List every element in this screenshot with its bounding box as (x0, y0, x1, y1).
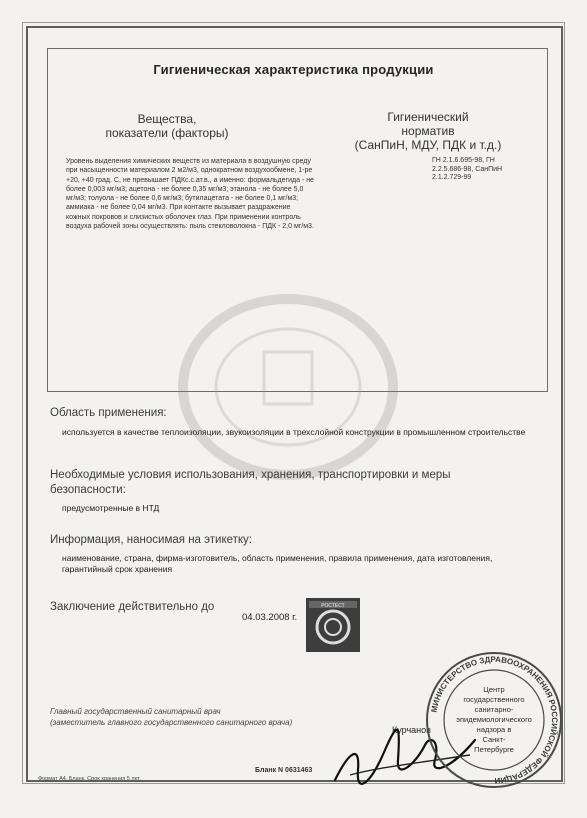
label-info-text: наименование, страна, фирма-изготовитель, область применения, правила применения, дата изготовления, гарантийный срок хранения (62, 553, 493, 574)
norm-line: ГН 2.1.6.695-98, ГН (432, 157, 495, 164)
scope-label: Область применения: (50, 407, 167, 419)
column-header-substances (92, 112, 242, 140)
norm-line: 2.1.2.729-99 (432, 174, 472, 182)
stamp-line: Петербурге (474, 745, 514, 754)
signatory-line2: (заместитель главного государственного санитарного врача) (50, 718, 293, 727)
signatory-name: Курчанов (392, 725, 431, 735)
stamp-line: эпидемиологического (456, 715, 532, 724)
norm-cell (432, 157, 547, 183)
substances-line: кожных покровов и слизистых оболочек глаз. При применении контроль (66, 213, 301, 221)
column-header-norm-text: Гигиенический норматив (СанПиН, МДУ, ПДК и т.д.) (354, 110, 502, 152)
stamp-line: государственного (463, 695, 525, 704)
substances-line: аммиака - не более 0,04 мг/м3. При контакте вызывает раздражение (66, 204, 291, 212)
substances-line: при насыщенности материалом 2 м2/м3, однократном воздухообмене, 1-ре (66, 167, 313, 175)
label-info-label: Информация, наносимая на этикетку: (50, 534, 252, 546)
column-header-substances-text: Вещества, показатели (факторы) (105, 112, 229, 140)
substances-line: мг/м3; толуола - не более 0,6 мг/м3; бутилацетата - не более 0,1 мг/м3; (66, 195, 299, 203)
stamp-line: Санкт- (482, 735, 506, 744)
conditions-label-line2: безопасности: (50, 484, 126, 496)
format-note: Формат А4. Бланк. Срок хранения 5 лет. (38, 776, 141, 782)
background-emblem-icon (168, 292, 408, 492)
conditions-label-line1: Необходимые условия использования, хранения, транспортировки и меры (50, 469, 451, 481)
document-title: Гигиеническая характеристика продукции (153, 62, 434, 77)
signatory-line1: Главный государственный санитарный врач (50, 707, 221, 716)
certification-mark-icon (305, 597, 361, 653)
stamp-line: Центр (483, 685, 505, 694)
validity-date: 04.03.2008 г. (242, 612, 298, 623)
official-stamp-icon (424, 650, 564, 790)
scope-text: используется в качестве теплоизоляции, звукоизоляции в трехслойной конструкции в промышленном строительстве (62, 427, 526, 437)
substances-line: +20, +40 град. С, не превышает ПДКс.с.ат.в., а именно: формальдегида - не (66, 176, 314, 184)
conclusion-label: Заключение действительно до (50, 601, 215, 613)
stamp-outer-text: МИНИСТЕРСТВО ЗДРАВООХРАНЕНИЯ РОССИЙСКОЙ ФЕДЕРАЦИИ (429, 654, 560, 786)
stamp-line: санитарно- (474, 705, 514, 714)
column-header-norm (328, 110, 528, 152)
norm-line: 2.2.5.686-98, СанПиН (432, 165, 503, 173)
substances-line: более 0,003 мг/м3; ацетона - не более 0,35 мг/м3; этанола - не более 5,0 (66, 185, 304, 193)
signatory-title (50, 706, 292, 728)
conditions-text: предусмотренные в НТД (62, 503, 160, 513)
blank-number: Бланк N 0631463 (255, 767, 313, 774)
cert-mark-text: РОСТЕСТ (321, 603, 345, 609)
stamp-line: надзора в (476, 725, 512, 734)
substances-line: Уровень выделения химических веществ из материала в воздушную среду (66, 158, 311, 165)
substances-line: воздуха рабочей зоны осуществлять: пыль стекловолокна - ПДК - 2,0 мг/м3. (66, 223, 314, 231)
substances-cell (66, 157, 371, 231)
